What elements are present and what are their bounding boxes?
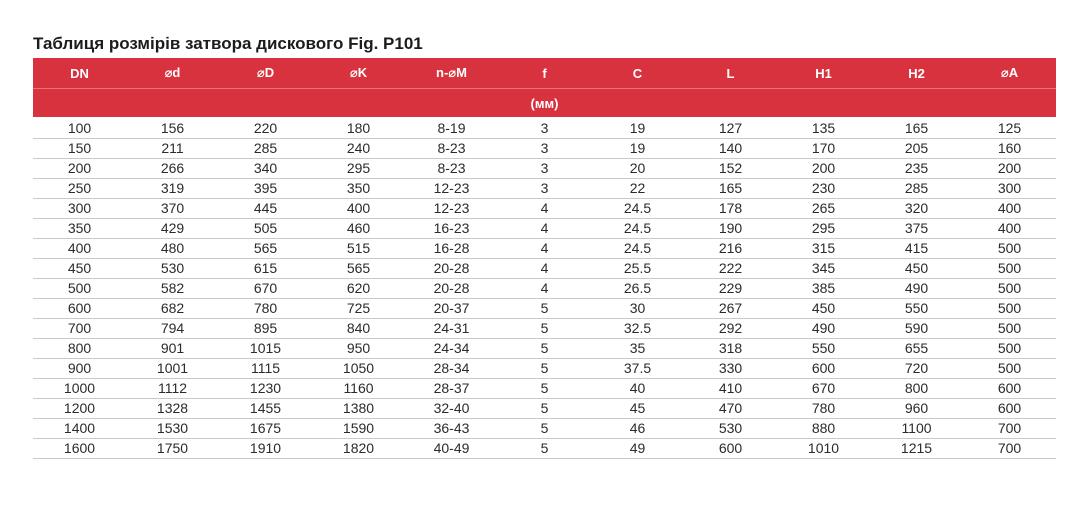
- table-cell: 152: [684, 159, 777, 179]
- table-cell: 450: [777, 299, 870, 319]
- table-row: [33, 339, 1056, 359]
- table-cell: 500: [963, 339, 1056, 359]
- table-cell: 200: [777, 159, 870, 179]
- table-cell: 5: [498, 359, 591, 379]
- table-cell: 3: [498, 139, 591, 159]
- table-cell: 156: [126, 117, 219, 139]
- table-body: [33, 117, 1056, 459]
- table-cell: 1530: [126, 419, 219, 439]
- table-cell: 160: [963, 139, 1056, 159]
- table-cell: 5: [498, 319, 591, 339]
- table-cell: 170: [777, 139, 870, 159]
- table-cell: 1010: [777, 439, 870, 459]
- column-header: ⌀A: [963, 58, 1056, 89]
- table-cell: 12-23: [405, 199, 498, 219]
- table-cell: 350: [33, 219, 126, 239]
- table-cell: 220: [219, 117, 312, 139]
- table-cell: 178: [684, 199, 777, 219]
- table-cell: 340: [219, 159, 312, 179]
- table-cell: 190: [684, 219, 777, 239]
- table-cell: 45: [591, 399, 684, 419]
- table-row: [33, 117, 1056, 139]
- table-cell: 670: [219, 279, 312, 299]
- table-cell: 565: [219, 239, 312, 259]
- table-cell: 222: [684, 259, 777, 279]
- table-cell: 500: [963, 279, 1056, 299]
- table-cell: 1230: [219, 379, 312, 399]
- table-cell: 410: [684, 379, 777, 399]
- unit-label: (мм): [33, 89, 1056, 118]
- table-row: [33, 319, 1056, 339]
- table-cell: 1000: [33, 379, 126, 399]
- table-cell: 265: [777, 199, 870, 219]
- table-cell: 800: [870, 379, 963, 399]
- table-cell: 19: [591, 117, 684, 139]
- table-cell: 345: [777, 259, 870, 279]
- table-cell: 1455: [219, 399, 312, 419]
- table-cell: 229: [684, 279, 777, 299]
- table-cell: 1380: [312, 399, 405, 419]
- table-cell: 30: [591, 299, 684, 319]
- table-cell: 901: [126, 339, 219, 359]
- column-header: C: [591, 58, 684, 89]
- table-cell: 780: [777, 399, 870, 419]
- table-cell: 200: [963, 159, 1056, 179]
- table-cell: 140: [684, 139, 777, 159]
- table-cell: 180: [312, 117, 405, 139]
- table-cell: 590: [870, 319, 963, 339]
- column-header: n-⌀M: [405, 58, 498, 89]
- table-cell: 600: [777, 359, 870, 379]
- table-cell: 1160: [312, 379, 405, 399]
- table-cell: 16-23: [405, 219, 498, 239]
- table-cell: 211: [126, 139, 219, 159]
- column-header: DN: [33, 58, 126, 89]
- table-cell: 600: [33, 299, 126, 319]
- table-cell: 470: [684, 399, 777, 419]
- table-cell: 1590: [312, 419, 405, 439]
- table-cell: 460: [312, 219, 405, 239]
- table-cell: 500: [963, 259, 1056, 279]
- table-cell: 319: [126, 179, 219, 199]
- table-cell: 216: [684, 239, 777, 259]
- table-cell: 375: [870, 219, 963, 239]
- table-cell: 1600: [33, 439, 126, 459]
- table-cell: 3: [498, 159, 591, 179]
- column-header: ⌀K: [312, 58, 405, 89]
- table-cell: 1750: [126, 439, 219, 459]
- table-row: [33, 179, 1056, 199]
- table-cell: 429: [126, 219, 219, 239]
- table-cell: 5: [498, 399, 591, 419]
- table-cell: 445: [219, 199, 312, 219]
- table-cell: 682: [126, 299, 219, 319]
- column-header: ⌀d: [126, 58, 219, 89]
- table-cell: 1820: [312, 439, 405, 459]
- table-cell: 550: [777, 339, 870, 359]
- table-cell: 4: [498, 259, 591, 279]
- table-cell: 49: [591, 439, 684, 459]
- table-cell: 1400: [33, 419, 126, 439]
- table-cell: 670: [777, 379, 870, 399]
- table-cell: 1100: [870, 419, 963, 439]
- table-cell: 24-34: [405, 339, 498, 359]
- table-cell: 8-23: [405, 139, 498, 159]
- table-cell: 292: [684, 319, 777, 339]
- table-cell: 1050: [312, 359, 405, 379]
- table-cell: 266: [126, 159, 219, 179]
- table-cell: 3: [498, 117, 591, 139]
- table-cell: 127: [684, 117, 777, 139]
- table-cell: 250: [33, 179, 126, 199]
- table-cell: 25.5: [591, 259, 684, 279]
- table-row: [33, 439, 1056, 459]
- table-cell: 28-34: [405, 359, 498, 379]
- table-header-row: [33, 58, 1056, 89]
- table-cell: 1015: [219, 339, 312, 359]
- table-cell: 300: [963, 179, 1056, 199]
- table-cell: 600: [963, 379, 1056, 399]
- table-row: [33, 219, 1056, 239]
- table-cell: 400: [963, 199, 1056, 219]
- table-cell: 1215: [870, 439, 963, 459]
- table-cell: 515: [312, 239, 405, 259]
- table-cell: 46: [591, 419, 684, 439]
- table-cell: 135: [777, 117, 870, 139]
- table-cell: 330: [684, 359, 777, 379]
- table-cell: 22: [591, 179, 684, 199]
- table-cell: 5: [498, 379, 591, 399]
- table-cell: 1328: [126, 399, 219, 419]
- table-row: [33, 379, 1056, 399]
- table-cell: 4: [498, 279, 591, 299]
- table-cell: 315: [777, 239, 870, 259]
- table-cell: 370: [126, 199, 219, 219]
- table-cell: 480: [126, 239, 219, 259]
- table-cell: 400: [33, 239, 126, 259]
- column-header: H2: [870, 58, 963, 89]
- table-cell: 26.5: [591, 279, 684, 299]
- table-cell: 550: [870, 299, 963, 319]
- table-cell: 5: [498, 439, 591, 459]
- table-cell: 200: [33, 159, 126, 179]
- table-cell: 530: [126, 259, 219, 279]
- table-cell: 320: [870, 199, 963, 219]
- table-cell: 500: [963, 239, 1056, 259]
- table-cell: 20-37: [405, 299, 498, 319]
- table-cell: 450: [33, 259, 126, 279]
- table-cell: 24.5: [591, 199, 684, 219]
- table-cell: 285: [219, 139, 312, 159]
- table-row: [33, 199, 1056, 219]
- table-cell: 620: [312, 279, 405, 299]
- table-cell: 600: [684, 439, 777, 459]
- table-cell: 900: [33, 359, 126, 379]
- table-cell: 565: [312, 259, 405, 279]
- table-cell: 450: [870, 259, 963, 279]
- table-cell: 1112: [126, 379, 219, 399]
- table-cell: 100: [33, 117, 126, 139]
- table-cell: 40: [591, 379, 684, 399]
- table-cell: 36-43: [405, 419, 498, 439]
- table-cell: 615: [219, 259, 312, 279]
- column-header: L: [684, 58, 777, 89]
- table-cell: 350: [312, 179, 405, 199]
- table-cell: 40-49: [405, 439, 498, 459]
- table-cell: 5: [498, 299, 591, 319]
- table-cell: 780: [219, 299, 312, 319]
- table-cell: 1115: [219, 359, 312, 379]
- table-cell: 490: [870, 279, 963, 299]
- table-cell: 840: [312, 319, 405, 339]
- table-cell: 205: [870, 139, 963, 159]
- table-row: [33, 259, 1056, 279]
- table-cell: 490: [777, 319, 870, 339]
- column-header: H1: [777, 58, 870, 89]
- table-cell: 500: [963, 319, 1056, 339]
- table-cell: 230: [777, 179, 870, 199]
- table-cell: 32-40: [405, 399, 498, 419]
- table-cell: 235: [870, 159, 963, 179]
- table-cell: 125: [963, 117, 1056, 139]
- table-cell: 880: [777, 419, 870, 439]
- table-cell: 700: [963, 419, 1056, 439]
- dimensions-table: [33, 58, 1056, 459]
- table-row: [33, 299, 1056, 319]
- table-cell: 8-23: [405, 159, 498, 179]
- table-row: [33, 139, 1056, 159]
- table-cell: 4: [498, 199, 591, 219]
- table-cell: 165: [684, 179, 777, 199]
- table-cell: 385: [777, 279, 870, 299]
- table-row: [33, 399, 1056, 419]
- table-cell: 950: [312, 339, 405, 359]
- table-cell: 1001: [126, 359, 219, 379]
- table-cell: 20-28: [405, 279, 498, 299]
- table-cell: 5: [498, 419, 591, 439]
- column-header: ⌀D: [219, 58, 312, 89]
- table-cell: 37.5: [591, 359, 684, 379]
- table-row: [33, 359, 1056, 379]
- page-title: Таблиця розмірів затвора дискового Fig. P101: [33, 34, 423, 53]
- table-row: [33, 159, 1056, 179]
- table-cell: 720: [870, 359, 963, 379]
- table-cell: 295: [312, 159, 405, 179]
- table-cell: 4: [498, 219, 591, 239]
- table-cell: 24-31: [405, 319, 498, 339]
- table-row: [33, 419, 1056, 439]
- table-cell: 16-28: [405, 239, 498, 259]
- table-cell: 400: [963, 219, 1056, 239]
- table-row: [33, 239, 1056, 259]
- table-unit-row: [33, 89, 1056, 118]
- table-cell: 530: [684, 419, 777, 439]
- table-cell: 295: [777, 219, 870, 239]
- table-cell: 415: [870, 239, 963, 259]
- table-cell: 32.5: [591, 319, 684, 339]
- table-cell: 400: [312, 199, 405, 219]
- table-cell: 725: [312, 299, 405, 319]
- table-cell: 794: [126, 319, 219, 339]
- table-cell: 8-19: [405, 117, 498, 139]
- column-header: f: [498, 58, 591, 89]
- table-cell: 19: [591, 139, 684, 159]
- table-cell: 500: [963, 299, 1056, 319]
- table-cell: 285: [870, 179, 963, 199]
- table-cell: 35: [591, 339, 684, 359]
- table-cell: 505: [219, 219, 312, 239]
- table-cell: 582: [126, 279, 219, 299]
- table-cell: 895: [219, 319, 312, 339]
- table-cell: 28-37: [405, 379, 498, 399]
- table-cell: 960: [870, 399, 963, 419]
- table-cell: 395: [219, 179, 312, 199]
- table-cell: 318: [684, 339, 777, 359]
- table-cell: 267: [684, 299, 777, 319]
- table-cell: 500: [33, 279, 126, 299]
- table-cell: 150: [33, 139, 126, 159]
- table-cell: 700: [963, 439, 1056, 459]
- table-cell: 800: [33, 339, 126, 359]
- table-cell: 1200: [33, 399, 126, 419]
- table-cell: 300: [33, 199, 126, 219]
- table-row: [33, 279, 1056, 299]
- table-cell: 165: [870, 117, 963, 139]
- table-cell: 700: [33, 319, 126, 339]
- table-cell: 20: [591, 159, 684, 179]
- table-cell: 20-28: [405, 259, 498, 279]
- table-cell: 4: [498, 239, 591, 259]
- table-cell: 500: [963, 359, 1056, 379]
- table-cell: 24.5: [591, 219, 684, 239]
- table-cell: 1675: [219, 419, 312, 439]
- table-cell: 240: [312, 139, 405, 159]
- table-cell: 655: [870, 339, 963, 359]
- table-cell: 1910: [219, 439, 312, 459]
- table-cell: 24.5: [591, 239, 684, 259]
- table-cell: 5: [498, 339, 591, 359]
- table-cell: 12-23: [405, 179, 498, 199]
- table-cell: 600: [963, 399, 1056, 419]
- table-cell: 3: [498, 179, 591, 199]
